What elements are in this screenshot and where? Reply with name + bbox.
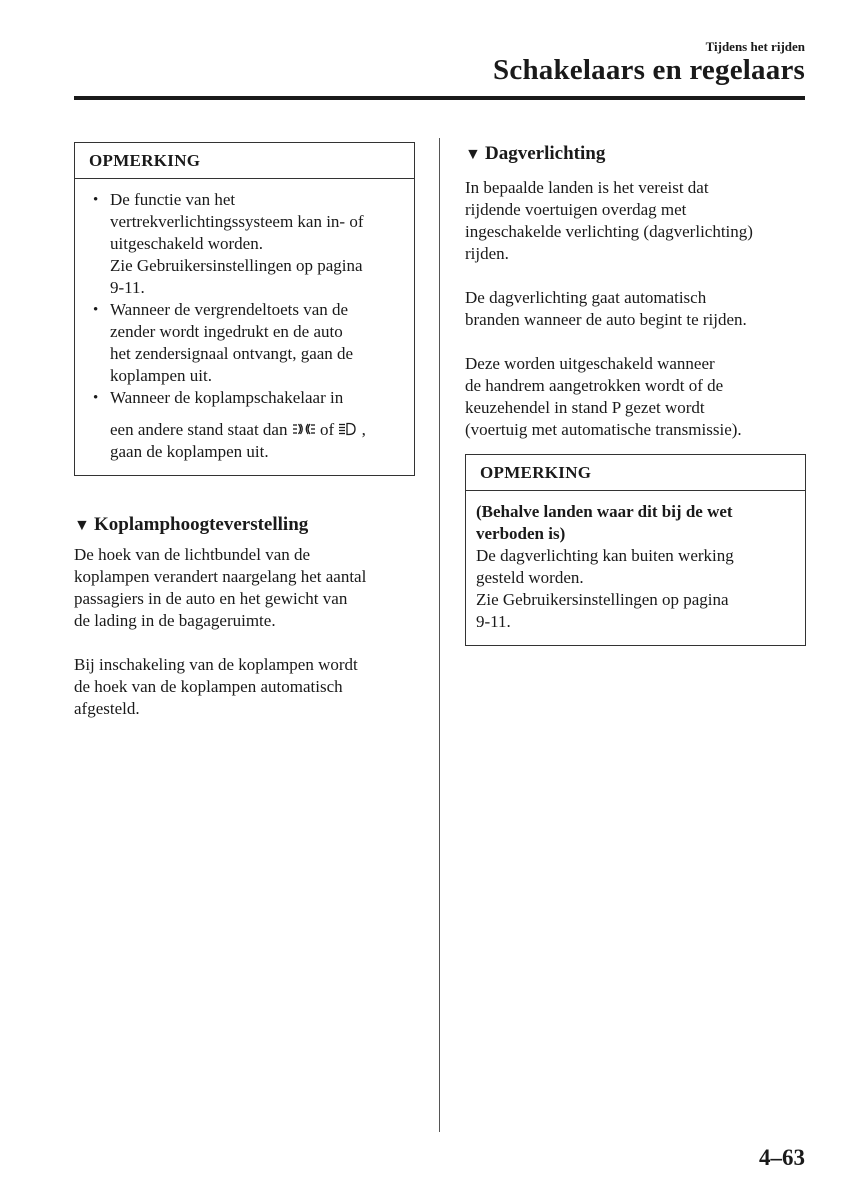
note-bullet-3 [85, 387, 404, 463]
paragraph-line: In bepaalde landen is het vereist dat [465, 178, 709, 197]
page-number: 4–63 [759, 1145, 805, 1170]
paragraph-line: de lading in de bagageruimte. [74, 611, 276, 630]
note-heading: OPMERKING [466, 455, 805, 491]
paragraph [465, 287, 806, 331]
note-line: koplampen uit. [110, 366, 212, 385]
note-line: het zendersignaal ontvangt, gaan de [110, 344, 354, 363]
paragraph-line: passagiers in de auto en het gewicht van [74, 589, 348, 608]
section-title: Koplamphoogteverstelling [94, 514, 309, 535]
paragraph-line: keuzehendel in stand P gezet wordt [465, 398, 705, 417]
note-line: 9-11. [476, 612, 511, 631]
right-column [465, 142, 806, 646]
note-body [75, 179, 414, 475]
note-bullet-2 [85, 299, 404, 387]
note-line-with-icons [110, 419, 404, 441]
section-heading-dagverlichting [465, 142, 806, 167]
paragraph-line: rijdende voertuigen overdag met [465, 200, 687, 219]
triangle-marker-icon: ▼ [74, 517, 90, 534]
paragraph-line: ingeschakelde verlichting (dagverlichting) [465, 222, 753, 241]
note-box-right [465, 454, 806, 646]
note-line: Wanneer de koplampschakelaar in [110, 388, 344, 407]
paragraph-line: rijden. [465, 244, 509, 263]
note-line: vertrekverlichtingssysteem kan in- of [110, 212, 364, 231]
triangle-marker-icon: ▼ [465, 146, 481, 163]
note-line: Zie Gebruikersinstellingen op pagina [476, 590, 729, 609]
note-text: een andere stand staat dan [110, 420, 288, 439]
note-body [466, 491, 805, 645]
note-line: gesteld worden. [476, 568, 584, 587]
note-line: uitgeschakeld worden. [110, 234, 263, 253]
note-line: zender wordt ingedrukt en de auto [110, 322, 343, 341]
paragraph-line: De hoek van de lichtbundel van de [74, 545, 311, 564]
column-divider [439, 138, 440, 1132]
note-line: Wanneer de vergrendeltoets van de [110, 300, 349, 319]
note-heading: OPMERKING [75, 143, 414, 179]
paragraph-line: afgesteld. [74, 699, 140, 718]
note-line: De functie van het [110, 190, 236, 209]
headlight-icon [338, 422, 357, 436]
section-title: Dagverlichting [485, 143, 606, 164]
paragraph-line: Bij inschakeling van de koplampen wordt [74, 655, 358, 674]
parking-lights-icon [292, 422, 316, 436]
paragraph [465, 353, 806, 441]
paragraph [465, 177, 806, 265]
note-line: De dagverlichting kan buiten werking [476, 546, 734, 565]
paragraph-line: de handrem aangetrokken wordt of de [465, 376, 724, 395]
paragraph-line: de hoek van de koplampen automatisch [74, 677, 343, 696]
paragraph-line: De dagverlichting gaat automatisch [465, 288, 707, 307]
bullet-dot: • [93, 302, 99, 318]
paragraph [74, 544, 415, 632]
note-line: Zie Gebruikersinstellingen op pagina [110, 256, 363, 275]
note-box-left [74, 142, 415, 476]
chapter-label: Tijdens het rijden [705, 39, 805, 54]
bullet-dot: • [93, 192, 99, 208]
note-bullet-1 [85, 189, 404, 299]
section-heading-koplamphoogte [74, 513, 415, 538]
bullet-dot: • [93, 390, 99, 406]
note-line: gaan de koplampen uit. [110, 442, 269, 461]
note-text: , [361, 420, 366, 439]
note-bullet-list [85, 189, 404, 463]
paragraph-line: Deze worden uitgeschakeld wanneer [465, 354, 715, 373]
page-title: Schakelaars en regelaars [493, 54, 805, 86]
note-bold-line: (Behalve landen waar dit bij de wet [476, 502, 733, 521]
header-rule [74, 96, 805, 100]
paragraph [74, 654, 415, 720]
note-bold-line: verboden is) [476, 524, 566, 543]
paragraph-line: koplampen verandert naargelang het aantal [74, 567, 367, 586]
left-column [74, 142, 415, 720]
note-line: 9-11. [110, 278, 145, 297]
note-text: of [319, 420, 335, 439]
paragraph-line: branden wanneer de auto begint te rijden. [465, 310, 747, 329]
paragraph-line: (voertuig met automatische transmissie). [465, 420, 742, 439]
